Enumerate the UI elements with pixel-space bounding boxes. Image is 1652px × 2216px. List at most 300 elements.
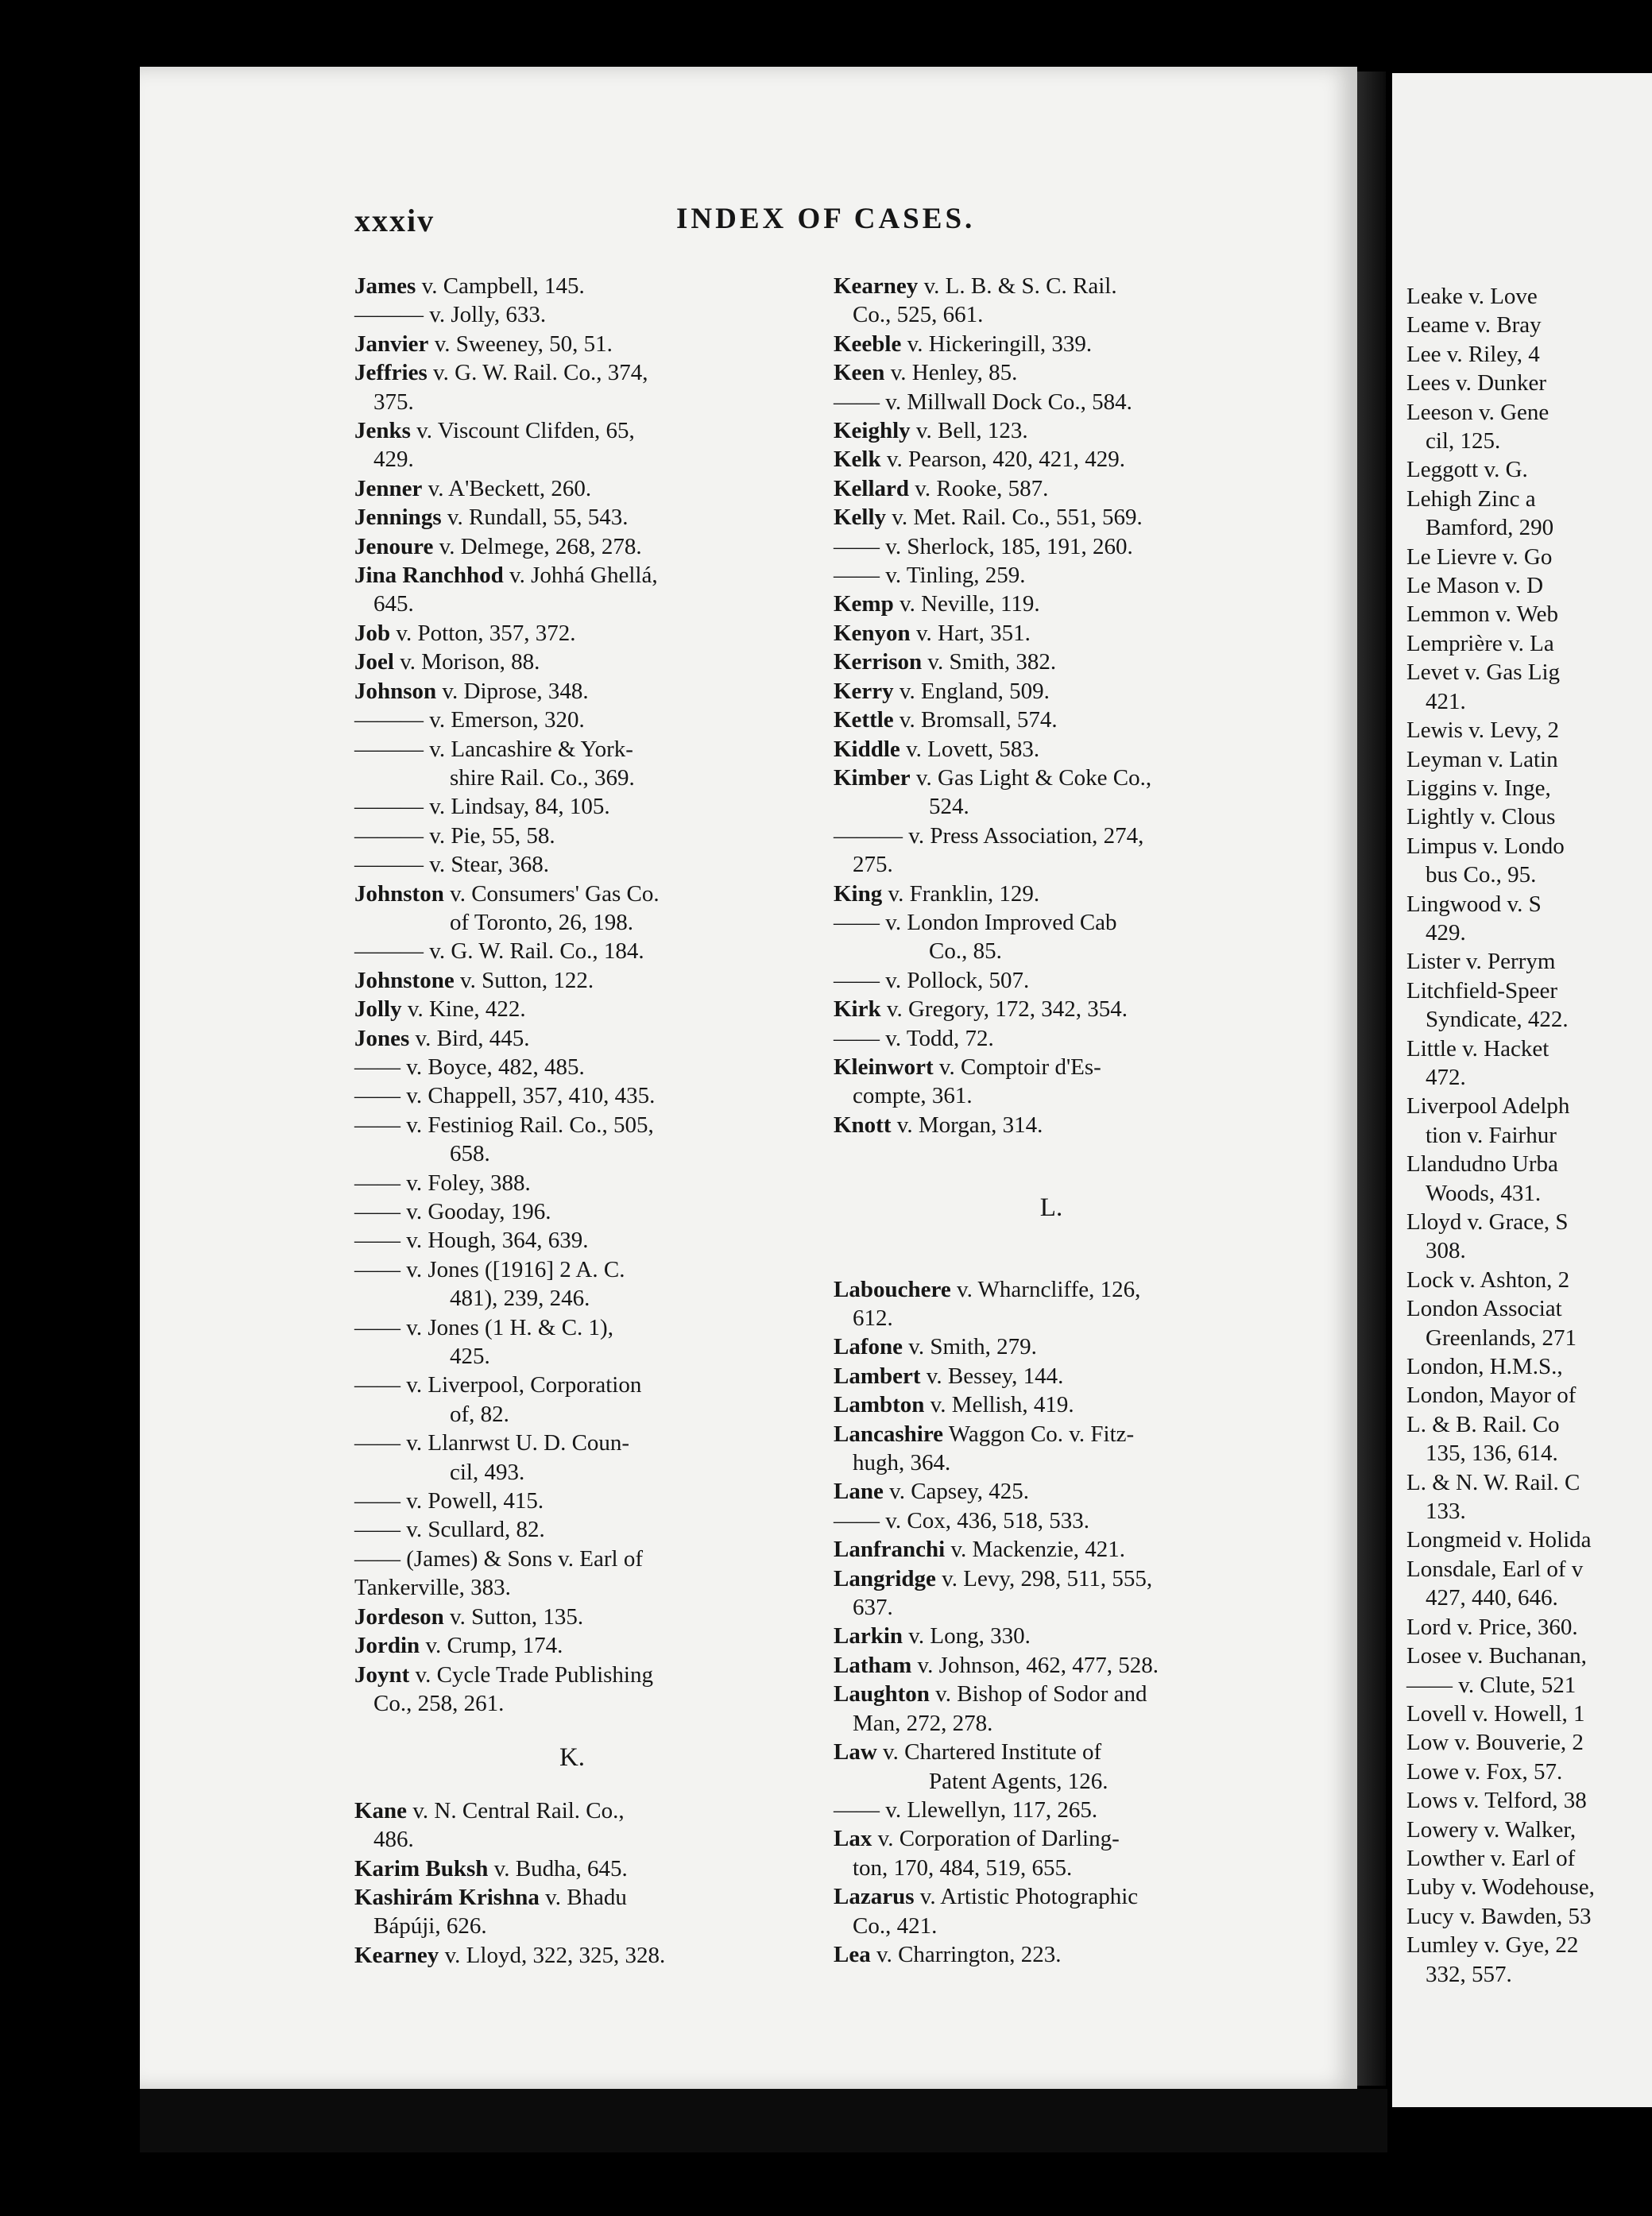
case-citation: —— v. Scullard, 82. [354, 1517, 545, 1543]
case-citation: v. Wharncliffe, 126, [950, 1276, 1141, 1302]
index-entry [834, 388, 1269, 416]
index-entry [354, 619, 790, 648]
case-citation: v. Comptoir d'Es- [933, 1054, 1101, 1080]
index-entry [354, 1226, 790, 1255]
index-entry [354, 1603, 790, 1631]
case-citation: v. Chartered Institute of [876, 1739, 1102, 1765]
case-party-name: Lea [834, 1941, 871, 1967]
case-citation: v. England, 509. [893, 678, 1050, 704]
index-entry: L. & B. Rail. Co [1406, 1411, 1560, 1437]
index-entry: Lewis v. Levy, 2 [1406, 717, 1559, 744]
case-citation: —— v. Millwall Dock Co., 584. [834, 389, 1132, 415]
entries-l [834, 1275, 1269, 1970]
index-entry [354, 1342, 790, 1371]
index-entry [834, 677, 1269, 706]
index-entry [834, 590, 1269, 618]
case-party-name: Kearney [354, 1942, 439, 1968]
case-citation: ——— v. Press Association, 274, [834, 822, 1144, 849]
case-citation: —— v. Hough, 364, 639. [354, 1228, 589, 1254]
case-citation: v. Capsey, 425. [883, 1479, 1029, 1505]
index-entry [834, 792, 1269, 821]
index-entry: Low v. Bouverie, 2 [1406, 1730, 1584, 1756]
case-citation: v. Pearson, 420, 421, 429. [880, 447, 1126, 473]
index-entry: Liggins v. Inge, [1406, 775, 1551, 801]
index-entry [354, 1053, 790, 1081]
index-entry [834, 474, 1269, 503]
case-citation: v. Morison, 88. [393, 649, 540, 675]
index-entry [834, 966, 1269, 995]
index-entry: Lord v. Price, 360. [1406, 1614, 1578, 1640]
case-citation: v. Lovett, 583. [900, 736, 1040, 762]
case-party-name: Lancashire [834, 1421, 944, 1447]
index-entry: Levet v. Gas Lig [1406, 659, 1561, 686]
index-entry [354, 388, 790, 416]
case-citation: —— (James) & Sons v. Earl of [354, 1545, 643, 1572]
case-citation: v. A'Beckett, 260. [422, 475, 592, 501]
case-citation: v. Charrington, 223. [870, 1941, 1062, 1967]
index-entry [834, 1824, 1269, 1853]
entries-k [354, 1796, 790, 1970]
index-entry [354, 880, 790, 908]
case-citation: v. Gas Light & Coke Co., [910, 764, 1152, 791]
page-header [354, 202, 1364, 242]
case-citation: Man, 272, 278. [853, 1710, 993, 1736]
case-party-name: Knott [834, 1112, 892, 1138]
index-entry: L. & N. W. Rail. C [1406, 1469, 1580, 1495]
index-entry [834, 1622, 1269, 1650]
index-entry [834, 1651, 1269, 1680]
case-citation: v. Delmege, 268, 278. [433, 533, 642, 559]
case-citation: 612. [853, 1305, 893, 1331]
index-column-3-partial [1406, 282, 1652, 1989]
case-party-name: Keeble [834, 331, 902, 357]
index-entry [834, 561, 1269, 590]
index-entry: 135, 136, 614. [1426, 1441, 1558, 1467]
case-citation: v. G. W. Rail. Co., 374, [427, 360, 648, 386]
case-citation: Co., 421. [853, 1912, 938, 1939]
index-entry [834, 908, 1269, 937]
index-entry [354, 445, 790, 474]
case-citation: v. Smith, 382. [922, 649, 1057, 675]
index-entry [354, 822, 790, 850]
case-citation: v. L. B. & S. C. Rail. [918, 273, 1117, 299]
index-entry: 332, 557. [1426, 1961, 1512, 1987]
index-entry [354, 1661, 790, 1689]
index-entry [834, 1362, 1269, 1390]
running-title: INDEX OF CASES. [676, 203, 976, 235]
index-entry: Lovell v. Howell, 1 [1406, 1700, 1585, 1727]
index-entry [834, 850, 1269, 879]
index-entry [834, 1477, 1269, 1506]
case-citation: 645. [373, 591, 414, 617]
case-party-name: Keen [834, 360, 885, 386]
index-entry [354, 966, 790, 995]
case-party-name: Jordeson [354, 1603, 444, 1630]
case-citation: v. Johnson, 462, 477, 528. [911, 1652, 1159, 1678]
index-entry: 421. [1426, 688, 1466, 714]
case-citation: ——— v. Jolly, 633. [354, 302, 547, 328]
index-entry [834, 300, 1269, 329]
case-citation: v. Rooke, 587. [909, 475, 1049, 501]
case-citation: v. Viscount Clifden, 65, [410, 418, 635, 444]
index-entry: Lemprière v. La [1406, 630, 1554, 656]
index-entry: Leyman v. Latin [1406, 746, 1558, 772]
index-entry: Lee v. Riley, 4 [1406, 341, 1540, 367]
case-citation: v. Consumers' Gas Co. [443, 880, 660, 907]
index-entry: —— v. Clute, 521 [1406, 1672, 1577, 1698]
case-citation: Co., 258, 261. [373, 1690, 505, 1716]
index-entry [834, 880, 1269, 908]
index-entry [354, 908, 790, 937]
case-citation: —— v. London Improved Cab [834, 909, 1117, 935]
index-entry [834, 1535, 1269, 1564]
index-entry [834, 272, 1269, 300]
case-citation: v. Gregory, 172, 342, 354. [880, 996, 1128, 1023]
case-citation: v. Long, 330. [903, 1623, 1031, 1649]
index-entry [354, 1854, 790, 1883]
index-entry [834, 1024, 1269, 1053]
index-entry: Liverpool Adelph [1406, 1093, 1570, 1120]
index-entry [354, 1487, 790, 1515]
entries-k-continued [834, 272, 1269, 1139]
case-citation: ——— v. Lindsay, 84, 105. [354, 794, 610, 820]
case-citation: v. Campbell, 145. [416, 273, 585, 299]
case-citation: —— v. Todd, 72. [834, 1025, 994, 1051]
index-entry [354, 1313, 790, 1342]
case-citation: v. Hickeringill, 339. [901, 331, 1093, 357]
case-party-name: Kerrison [834, 649, 923, 675]
index-entry: Leake v. Love [1406, 284, 1538, 309]
case-party-name: Jenoure [354, 533, 434, 559]
index-entry [354, 735, 790, 764]
case-citation: 658. [450, 1141, 490, 1167]
index-entry [354, 1081, 790, 1110]
case-party-name: Kemp [834, 591, 894, 617]
index-entry: Llandudno Urba [1406, 1151, 1558, 1178]
case-party-name: Kiddle [834, 736, 900, 762]
case-party-name: Jenner [354, 475, 423, 501]
case-citation: —— v. Powell, 415. [354, 1488, 544, 1514]
case-citation: —— v. Foley, 388. [354, 1170, 531, 1196]
case-citation: v. N. Central Rail. Co., [407, 1797, 625, 1823]
index-entry: Leggott v. G. [1406, 457, 1528, 483]
index-entry [354, 358, 790, 387]
case-party-name: James [354, 273, 416, 299]
index-entry [834, 1053, 1269, 1081]
case-party-name: Lane [834, 1479, 884, 1505]
case-citation: —— v. Festiniog Rail. Co., 505, [354, 1112, 654, 1138]
case-citation: 481), 239, 246. [450, 1286, 590, 1312]
case-party-name: Lazarus [834, 1884, 915, 1910]
case-citation: ——— v. Emerson, 320. [354, 707, 585, 733]
case-citation: v. Mellish, 419. [924, 1392, 1074, 1418]
index-entry [354, 648, 790, 676]
index-entry: Woods, 431. [1426, 1180, 1542, 1206]
index-entry [834, 445, 1269, 474]
index-entry: Lightly v. Clous [1406, 804, 1556, 830]
case-citation: v. Sutton, 135. [443, 1603, 584, 1630]
index-entry: 133. [1426, 1499, 1466, 1525]
case-citation: v. Franklin, 129. [882, 880, 1040, 907]
case-citation: 375. [373, 389, 414, 415]
page-number: xxxiv [354, 203, 435, 238]
index-entry: tion v. Fairhur [1426, 1122, 1557, 1148]
case-party-name: Jenks [354, 418, 411, 444]
case-citation: —— v. Boyce, 482, 485. [354, 1054, 585, 1080]
case-party-name: Jones [354, 1025, 410, 1051]
index-entry [834, 822, 1269, 850]
case-citation: ——— v. G. W. Rail. Co., 184. [354, 938, 644, 965]
index-entry: Lumley v. Gye, 22 [1406, 1932, 1579, 1959]
index-entry [834, 1420, 1269, 1448]
index-entry [354, 1284, 790, 1313]
letter-heading-l: L. [1039, 1193, 1063, 1223]
case-party-name: Lambert [834, 1363, 921, 1389]
case-citation: v. Potton, 357, 372. [390, 620, 576, 646]
case-party-name: King [834, 880, 883, 907]
index-entry [834, 1767, 1269, 1796]
index-entry [354, 330, 790, 358]
case-party-name: Lax [834, 1826, 872, 1852]
index-entry: Lehigh Zinc a [1406, 485, 1536, 512]
case-citation: 429. [373, 447, 414, 473]
index-entry: cil, 125. [1426, 428, 1501, 454]
case-party-name: Kelk [834, 447, 881, 473]
case-citation: v. Cycle Trade Publishing [409, 1661, 653, 1688]
case-party-name: Jordin [354, 1633, 420, 1659]
case-party-name: Johnstone [354, 967, 455, 993]
index-entry [834, 1940, 1269, 1969]
index-entry [834, 416, 1269, 445]
case-citation: hugh, 364. [853, 1450, 951, 1476]
index-entry [354, 1796, 790, 1825]
case-citation: v. Kine, 422. [401, 996, 526, 1023]
index-entry [354, 937, 790, 965]
index-entry: London, H.M.S., [1406, 1354, 1563, 1380]
index-entry [354, 1941, 790, 1970]
index-entry [834, 1593, 1269, 1622]
case-citation: —— v. Llanrwst U. D. Coun- [354, 1430, 630, 1456]
index-entry: Lees v. Dunker [1406, 370, 1547, 396]
index-entry [354, 1573, 790, 1602]
case-citation: v. Mackenzie, 421. [945, 1537, 1126, 1563]
case-party-name: Karim Buksh [354, 1855, 489, 1881]
case-citation: 486. [373, 1827, 414, 1853]
case-party-name: Johnston [354, 880, 444, 907]
index-entry: Lister v. Perrym [1406, 949, 1556, 975]
case-citation: v. Budha, 645. [488, 1855, 628, 1881]
index-entry: Losee v. Buchanan, [1406, 1643, 1587, 1669]
index-entry [834, 358, 1269, 387]
index-entry: Little v. Hacket [1406, 1035, 1549, 1062]
case-party-name: Kettle [834, 707, 894, 733]
case-citation: v. Bromsall, 574. [893, 707, 1058, 733]
index-entry: 308. [1426, 1238, 1466, 1264]
index-entry [834, 1882, 1269, 1911]
case-citation: —— v. Pollock, 507. [834, 967, 1030, 993]
case-citation: v. Diprose, 348. [436, 678, 589, 704]
index-entry [834, 619, 1269, 648]
page-gutter [1357, 72, 1386, 2086]
case-citation: —— v. Jones (1 H. & C. 1), [354, 1314, 613, 1340]
index-entry: Lows v. Telford, 38 [1406, 1788, 1587, 1814]
index-entry [834, 1390, 1269, 1419]
index-entry [354, 1024, 790, 1053]
index-entry [834, 1912, 1269, 1940]
index-entry [354, 1255, 790, 1284]
index-entry [354, 503, 790, 532]
index-entry: Longmeid v. Holida [1406, 1527, 1592, 1553]
index-entry [834, 995, 1269, 1023]
case-party-name: Lanfranchi [834, 1537, 946, 1563]
index-entry [354, 300, 790, 329]
index-entry [834, 1709, 1269, 1738]
case-citation: Patent Agents, 126. [929, 1768, 1108, 1794]
case-citation: v. Johhá Ghellá, [503, 563, 658, 589]
case-party-name: Labouchere [834, 1276, 951, 1302]
case-party-name: Langridge [834, 1565, 936, 1591]
index-entry [354, 1169, 790, 1197]
index-entry [354, 995, 790, 1023]
case-citation: v. Henley, 85. [884, 360, 1018, 386]
case-party-name: Kearney [834, 273, 919, 299]
case-citation: v. Levy, 298, 511, 555, [935, 1565, 1153, 1591]
case-citation: of Toronto, 26, 198. [450, 909, 634, 935]
index-entry [834, 1506, 1269, 1535]
index-entry [834, 330, 1269, 358]
index-entry [354, 1545, 790, 1573]
index-entry: Lowery v. Walker, [1406, 1816, 1577, 1843]
index-entry: London, Mayor of [1406, 1383, 1577, 1409]
index-entry [834, 937, 1269, 965]
case-citation: compte, 361. [853, 1083, 973, 1109]
case-citation: ——— v. Stear, 368. [354, 852, 550, 878]
index-entry: Luby v. Wodehouse, [1406, 1874, 1595, 1901]
case-citation: of, 82. [450, 1401, 509, 1427]
case-citation: v. Smith, 279. [903, 1334, 1037, 1360]
case-citation: v. Corporation of Darling- [872, 1826, 1120, 1852]
case-citation: v. Sutton, 122. [454, 967, 594, 993]
index-entry [354, 792, 790, 821]
case-party-name: Kane [354, 1797, 408, 1823]
index-entry: Litchfield-Speer [1406, 977, 1558, 1004]
case-citation: Co., 525, 661. [853, 302, 984, 328]
letter-heading-k: K. [559, 1743, 586, 1773]
case-citation: ——— v. Pie, 55, 58. [354, 822, 555, 849]
index-entry: Limpus v. Londo [1406, 833, 1565, 859]
index-entry: London Associat [1406, 1296, 1562, 1322]
index-entry [834, 1738, 1269, 1766]
case-citation: v. Neville, 119. [893, 591, 1040, 617]
index-entry: Lingwood v. S [1406, 891, 1542, 917]
case-citation: v. Crump, 174. [420, 1633, 563, 1659]
index-entry: Lloyd v. Grace, S [1406, 1209, 1569, 1235]
case-party-name: Kelly [834, 505, 887, 531]
entries-j [354, 272, 790, 1718]
case-party-name: Law [834, 1739, 877, 1765]
case-party-name: Joynt [354, 1661, 410, 1688]
case-party-name: Lambton [834, 1392, 925, 1418]
case-citation: Bápúji, 626. [373, 1913, 487, 1939]
case-citation: —— v. Sherlock, 185, 191, 260. [834, 533, 1133, 559]
case-party-name: Lafone [834, 1334, 903, 1360]
index-entry [354, 1400, 790, 1429]
index-entry [354, 1825, 790, 1854]
index-entry [354, 1111, 790, 1139]
index-entry [354, 1631, 790, 1660]
case-citation: —— v. Chappell, 357, 410, 435. [354, 1083, 656, 1109]
case-party-name: Kirk [834, 996, 881, 1023]
case-party-name: Joel [354, 649, 394, 675]
case-party-name: Janvier [354, 331, 429, 357]
index-entry [834, 764, 1269, 792]
index-entry [834, 1796, 1269, 1824]
index-entry [354, 1515, 790, 1544]
case-party-name: Jeffries [354, 360, 428, 386]
index-entry [834, 503, 1269, 532]
index-entry [354, 764, 790, 792]
case-citation: 275. [853, 852, 893, 878]
index-entry [354, 706, 790, 734]
case-party-name: Kleinwort [834, 1054, 934, 1080]
index-entry [834, 735, 1269, 764]
case-citation: shire Rail. Co., 369. [450, 764, 635, 791]
index-entry: 472. [1426, 1064, 1466, 1090]
index-entry [354, 1883, 790, 1912]
index-entry [354, 1139, 790, 1168]
index-entry: Lowther v. Earl of [1406, 1845, 1576, 1871]
case-citation: 524. [929, 794, 969, 820]
index-entry [834, 648, 1269, 676]
index-entry [834, 1448, 1269, 1477]
index-column-1 [354, 272, 790, 1970]
case-citation: Co., 85. [929, 938, 1002, 965]
index-entry: Le Mason v. D [1406, 573, 1544, 599]
index-entry [834, 706, 1269, 734]
case-citation: v. Bessey, 144. [920, 1363, 1064, 1389]
index-entry [354, 1197, 790, 1226]
index-entry: Lock v. Ashton, 2 [1406, 1267, 1570, 1293]
case-party-name: Kerry [834, 678, 894, 704]
case-citation: v. Bell, 123. [910, 418, 1028, 444]
index-entry: Lonsdale, Earl of v [1406, 1556, 1584, 1582]
case-citation: 637. [853, 1595, 893, 1621]
case-citation: Tankerville, 383. [354, 1575, 511, 1601]
case-party-name: Jennings [354, 505, 442, 531]
entries-l-continued [1406, 282, 1652, 1989]
case-party-name: Kashirám Krishna [354, 1884, 540, 1910]
case-citation: —— v. Jones ([1916] 2 A. C. [354, 1256, 625, 1282]
case-citation: ton, 170, 484, 519, 655. [853, 1854, 1073, 1881]
case-citation: —— v. Llewellyn, 117, 265. [834, 1796, 1098, 1823]
index-entry [354, 1689, 790, 1718]
index-entry: Greenlands, 271 [1426, 1325, 1577, 1351]
case-citation: v. Bhadu [539, 1884, 627, 1910]
case-party-name: Latham [834, 1652, 912, 1678]
index-entry [834, 1854, 1269, 1882]
index-column-2 [834, 272, 1269, 1969]
index-entry [834, 1304, 1269, 1332]
case-citation: v. Lloyd, 322, 325, 328. [439, 1942, 666, 1968]
case-citation: —— v. Gooday, 196. [354, 1199, 551, 1224]
case-citation: v. Artistic Photographic [914, 1884, 1139, 1910]
index-entry [354, 1429, 790, 1457]
index-entry [354, 590, 790, 618]
index-entry: Lowe v. Fox, 57. [1406, 1758, 1563, 1785]
case-party-name: Job [354, 620, 391, 646]
case-party-name: Johnson [354, 678, 437, 704]
index-entry [354, 850, 790, 879]
